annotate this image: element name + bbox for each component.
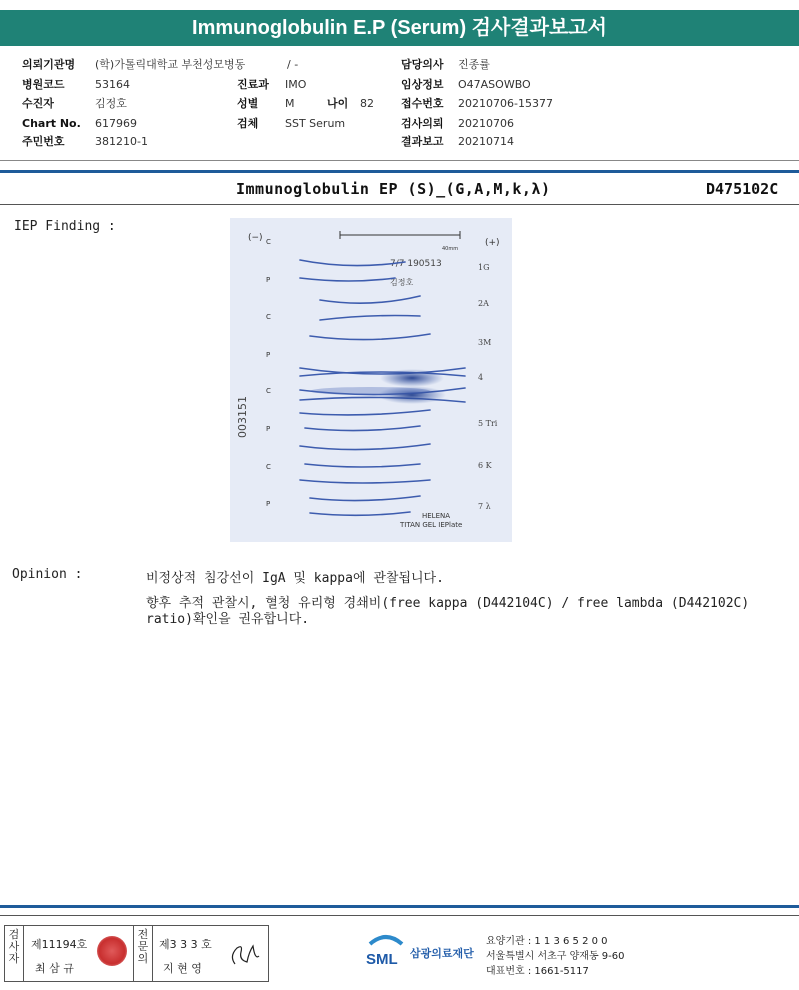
gel-neg-label: (−) — [248, 233, 263, 243]
request-value: 20210706 — [458, 117, 514, 130]
doctor-signature — [225, 934, 265, 974]
result-value: 20210714 — [458, 135, 514, 148]
gel-left-label: P — [266, 425, 271, 433]
gel-right-label: 1G — [478, 263, 490, 272]
gel-right-label: 4 — [478, 373, 484, 382]
gel-right-label: 7 λ — [478, 502, 491, 511]
id-row — [22, 134, 148, 149]
gel-left-label: C — [266, 313, 271, 321]
inspector-seal — [97, 936, 127, 966]
test-divider — [0, 204, 799, 205]
doctor-name: 지 현 영 — [163, 962, 202, 975]
report-title: Immunoglobulin E.P (Serum) 검사결과보고서 — [0, 10, 799, 46]
age-label: 나이 — [327, 97, 349, 110]
opinion-line-1: 비정상적 침강선이 IgA 및 kappa에 관찰됩니다. — [146, 571, 444, 586]
clinical-row — [401, 77, 531, 92]
sex-label: 성별 — [237, 97, 259, 110]
bottom-blue-rule — [0, 905, 799, 908]
gel-brand-2: TITAN GEL IEPlate — [400, 521, 463, 529]
specimen-value: SST Serum — [285, 117, 346, 130]
result-row — [401, 134, 514, 149]
inspector-vertical-label: 검사자 — [8, 928, 20, 965]
signature-box — [4, 925, 269, 982]
doctor-value: 진종률 — [458, 58, 490, 71]
hospital-code-value: 53164 — [95, 78, 130, 91]
institution-label: 의뢰기관명 — [22, 58, 76, 71]
care-number: 요양기관 : 1 1 3 6 5 2 0 0 — [486, 936, 608, 947]
name-label: 수진자 — [22, 97, 54, 110]
inspector-number: 제11194호 — [31, 938, 88, 951]
inspector-name: 최 삼 규 — [35, 962, 74, 975]
hospital-code-label: 병원코드 — [22, 78, 65, 91]
receipt-value: 20210706-15377 — [458, 97, 553, 110]
institution-row — [22, 57, 299, 72]
gel-band-smear — [310, 387, 430, 395]
gel-left-label: P — [266, 351, 271, 359]
phone: 대표번호 : 1661-5117 — [486, 966, 589, 977]
contact-info — [486, 934, 625, 979]
hospital-code-row — [22, 77, 130, 92]
specimen-row — [237, 116, 346, 131]
receipt-label: 접수번호 — [401, 97, 444, 110]
sml-logo — [366, 930, 406, 974]
header-divider — [0, 160, 799, 161]
request-label: 검사의뢰 — [401, 117, 444, 130]
sex-value: M — [285, 97, 295, 110]
name-row — [22, 96, 127, 111]
gel-right-label: 3M — [478, 338, 492, 347]
name-value: 김정호 — [95, 97, 127, 110]
gel-right-label: 2A — [478, 299, 489, 308]
gel-side-code: 003151 — [236, 396, 249, 438]
sml-wordmark: SML — [366, 951, 398, 968]
test-code: D475102C — [706, 180, 779, 198]
gel-left-label: C — [266, 387, 271, 395]
gel-handwritten: 7/7 190513 — [390, 259, 442, 269]
gel-band-iga — [380, 369, 444, 387]
ward-value: / - — [287, 58, 299, 71]
gel-scale-label: 40mm — [442, 246, 459, 252]
receipt-row — [401, 96, 553, 111]
opinion-line-2: 향후 추적 관찰시, 혈청 유리형 경쇄비(free kappa (D442104C) / free lambda (D442102C) ratio)확인을 권유합니다. — [146, 596, 750, 627]
gel-left-label: P — [266, 500, 271, 508]
iep-gel-image — [230, 218, 512, 542]
chart-label: Chart No. — [22, 117, 81, 130]
address: 서울특별시 서초구 양재동 9-60 — [486, 951, 625, 962]
signature-divider — [152, 926, 153, 981]
top-blue-rule — [0, 170, 799, 173]
signature-divider — [23, 926, 24, 981]
gel-handwritten-name: 김정호 — [390, 278, 414, 287]
dept-label: 진료과 — [237, 78, 269, 91]
bottom-divider — [0, 915, 799, 916]
specimen-label: 검체 — [237, 117, 259, 130]
gel-pos-label: (+) — [485, 238, 500, 248]
institution-value: (학)가톨릭대학교 부천성모병동 — [95, 58, 246, 71]
id-value: 381210-1 — [95, 135, 148, 148]
dept-row — [237, 77, 307, 92]
gel-left-label: C — [266, 238, 271, 246]
test-name: Immunoglobulin EP (S)_(G,A,M,k,λ) — [236, 180, 551, 198]
id-label: 주민번호 — [22, 135, 65, 148]
signature-divider — [133, 926, 134, 981]
gel-right-label: 6 K — [478, 461, 492, 470]
doctor-label: 담당의사 — [401, 58, 444, 71]
sex-row — [237, 96, 374, 111]
request-row — [401, 116, 514, 131]
gel-left-label: C — [266, 463, 271, 471]
gel-left-label: P — [266, 276, 271, 284]
age-value: 82 — [360, 97, 374, 110]
clinical-value: O47ASOWBO — [458, 78, 531, 91]
clinical-label: 임상정보 — [401, 78, 444, 91]
dept-value: IMO — [285, 78, 307, 91]
iep-finding-label: IEP Finding : — [14, 219, 116, 234]
result-label: 결과보고 — [401, 135, 444, 148]
gel-right-label: 5 Tri — [478, 419, 498, 428]
doctor-vertical-label: 전문의 — [137, 928, 149, 965]
gel-brand-1: HELENA — [422, 512, 451, 520]
doctor-number: 제3 3 3 호 — [159, 938, 212, 951]
doctor-row — [401, 57, 490, 72]
foundation-name: 삼광의료재단 — [410, 947, 474, 960]
chart-row — [22, 116, 137, 131]
opinion-label: Opinion : — [12, 567, 83, 582]
chart-value: 617969 — [95, 117, 137, 130]
